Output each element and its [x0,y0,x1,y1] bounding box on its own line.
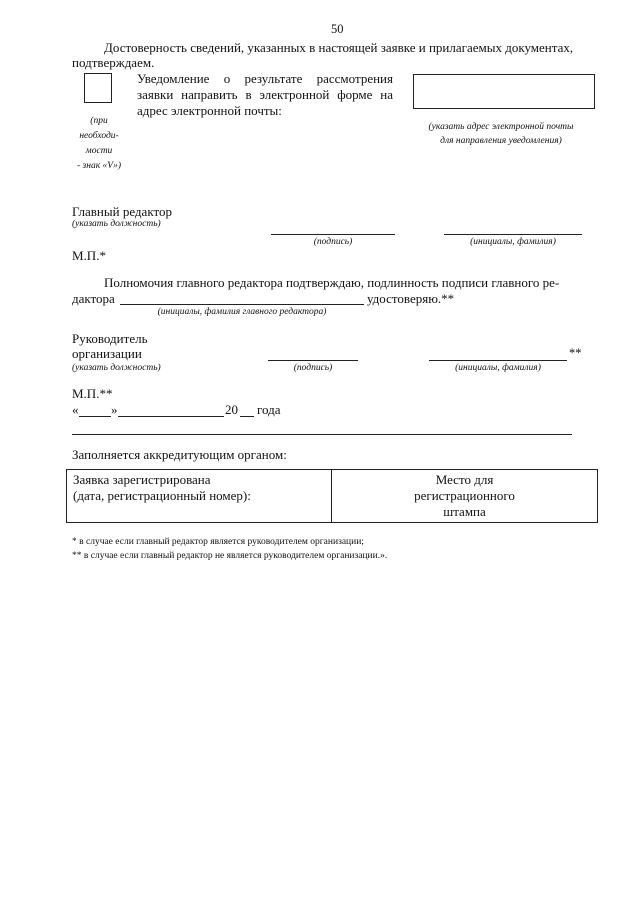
email-address-field[interactable] [413,74,595,109]
date-open-quote: « [72,402,79,417]
table-left-line1: Заявка зарегистрирована [73,472,211,487]
editor-initials-line[interactable] [120,304,364,305]
editor-title: Главный редактор [72,204,172,219]
head-name-note: (инициалы, фамилия) [455,363,541,373]
checkbox-note-line: мости [85,146,113,156]
date-year-suffix: года [257,402,281,417]
notification-text-line1: Уведомление о результате рассмотрения [137,71,393,86]
head-signature-line[interactable] [268,360,358,361]
editor-position-note: (указать должность) [72,219,161,229]
head-position-note: (указать должность) [72,363,161,373]
head-name-asterisks: ** [569,346,582,360]
editor-name-line[interactable] [444,234,582,235]
head-name-line[interactable] [429,360,567,361]
head-title-line2: организации [72,346,142,361]
editor-initials-note: (инициалы, фамилия главного редактора) [157,307,327,317]
table-right-line3: штампа [443,504,486,519]
confirmation-text-line1: Достоверность сведений, указанных в настоящей заявке и прилагаемых документах, [104,40,574,55]
date-year-prefix: 20 [225,402,238,417]
head-title-line1: Руководитель [72,331,148,346]
head-stamp-label: М.П.** [72,386,113,401]
table-right-line2: регистрационного [414,488,515,503]
authority-text-line1: Полномочия главного редактора подтверждаю, подлинность подписи главного ре- [104,275,560,290]
email-note-line1: (указать адрес электронной почты [428,122,574,132]
editor-signature-note: (подпись) [313,237,353,247]
date-year-line[interactable] [240,416,254,417]
authority-text-line2-prefix: дактора [72,291,115,306]
checkbox-note [54,114,144,174]
notification-checkbox[interactable] [84,73,112,103]
table-right-line1: Место для [435,472,494,487]
date-close-quote: » [111,402,118,417]
editor-stamp-label: М.П.* [72,248,106,263]
footnote-2: ** в случае если главный редактор не является руководителем организации.». [72,551,388,561]
authority-text-line2-suffix: удостоверяю.** [367,291,455,306]
date-month-line[interactable] [118,416,224,417]
filled-by-label: Заполняется аккредитующим органом: [72,447,287,462]
confirmation-text-line2: подтверждаем. [72,55,155,70]
table-left-line2: (дата, регистрационный номер): [73,488,251,503]
editor-name-note: (инициалы, фамилия) [470,237,556,247]
checkbox-note-line: необходи- [79,131,119,141]
email-note-line2: для направления уведомления) [440,136,562,146]
registration-table [66,469,598,523]
page-number: 50 [331,22,344,36]
checkbox-note-line: (при [90,116,108,126]
editor-signature-line[interactable] [271,234,395,235]
footnote-1: * в случае если главный редактор является руководителем организации; [72,537,364,547]
date-day-line[interactable] [79,416,111,417]
section-separator [72,434,572,435]
head-signature-note: (подпись) [293,363,333,373]
checkbox-note-line: - знак «V») [77,161,121,171]
notification-text-line2: заявки направить в электронной форме на [137,87,393,102]
notification-text-line3: адрес электронной почты: [137,103,282,118]
